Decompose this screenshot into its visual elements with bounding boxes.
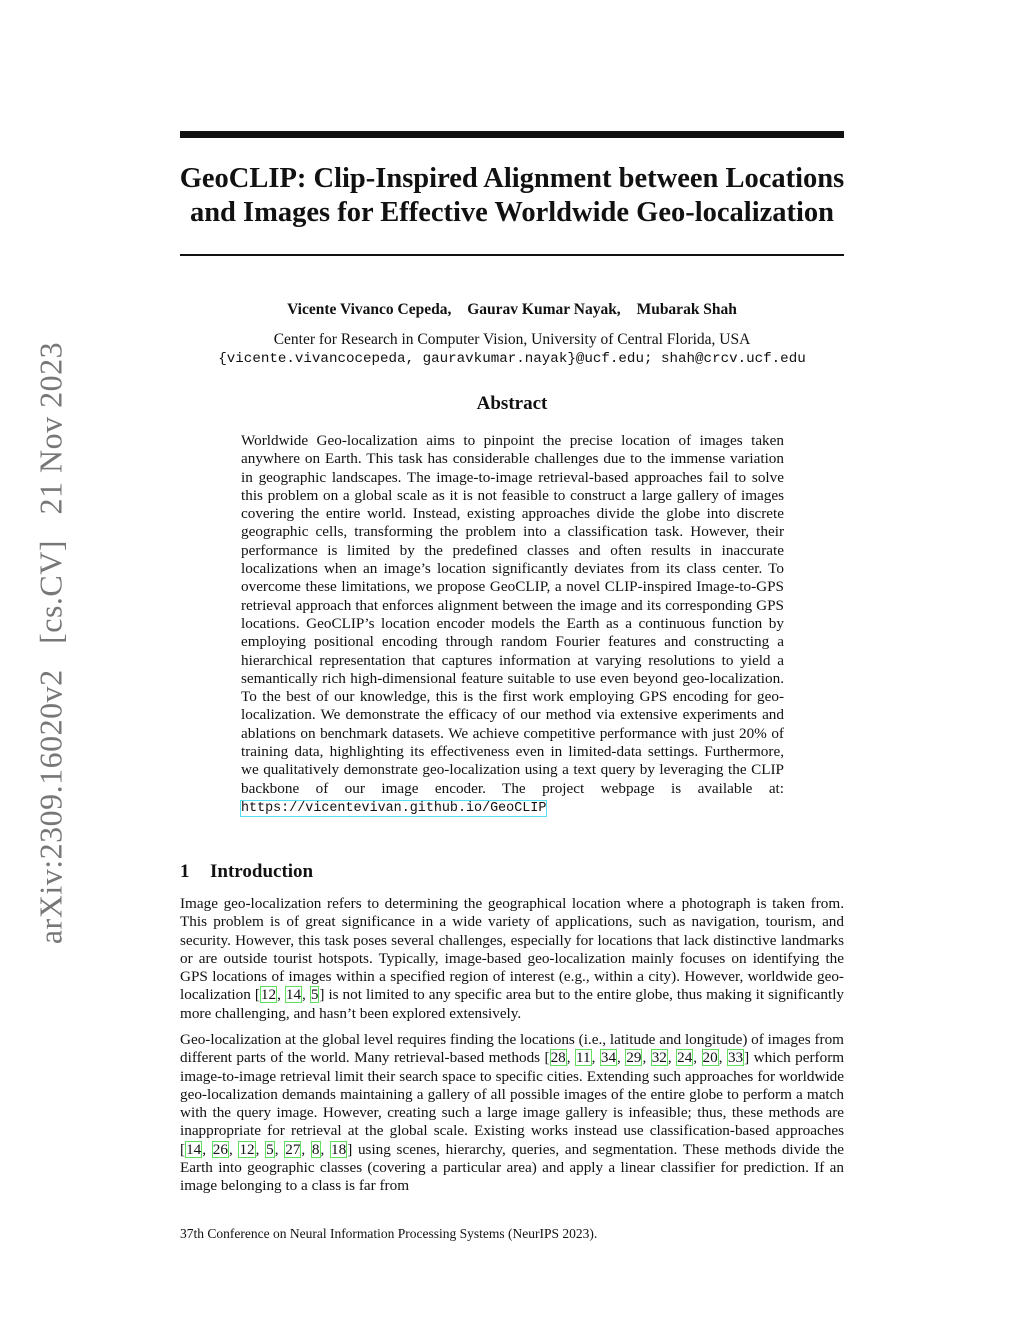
section-heading-introduction bbox=[180, 860, 313, 884]
intro-p2-text-c: ] using scenes, hierarchy, queries, and segmentation. These methods divide the Earth into geographic classes (covering a particular area) and apply a linear classifier for prediction. If an image belonging to a class is far from bbox=[180, 1140, 845, 1195]
citation-link[interactable]: 24 bbox=[677, 1049, 693, 1067]
title-line-2: and Images for Effective Worldwide Geo-localization bbox=[189, 197, 835, 228]
citation-link[interactable]: 14 bbox=[186, 1140, 202, 1158]
arxiv-category: [cs.CV] bbox=[32, 539, 69, 644]
section-number: 1 bbox=[180, 861, 190, 882]
title-line-1: GeoCLIP: Clip-Inspired Alignment between Locations bbox=[179, 163, 845, 194]
citation-link[interactable]: 5 bbox=[310, 986, 319, 1004]
citation-link[interactable]: 32 bbox=[651, 1049, 667, 1067]
intro-paragraph-2: Geo-localization at the global level requires finding the locations (i.e., latitude and longitude) of images from different parts of the world. Many retrieval-based methods [28, 11, 34, 29, 32, 24, 20, 33] which perform image-to-image retrieval limit their search space to specific cities. Extending such approaches for worldwide geo-localization demands maintaining a gallery of all possible images of the entire globe to perform a match with the query image. However, creating such a large image gallery is infeasible; thus, these methods are inappropriate for retrieval at the global scale. Existing works instead use classification-based approaches [14, 26, 12, 5, 27, 8, 18] using scenes, hierarchy, queries, and segmentation. These methods divide the Earth into geographic classes (covering a particular area) and apply a linear classifier for prediction. If an image belonging to a class is far from bbox=[180, 1031, 845, 1195]
citation-link[interactable]: 12 bbox=[260, 986, 277, 1004]
arxiv-id: arXiv:2309.16020v2 bbox=[32, 669, 69, 945]
paper-title bbox=[160, 162, 864, 230]
arxiv-stamp bbox=[33, 342, 70, 944]
citation-link[interactable]: 11 bbox=[575, 1049, 591, 1067]
author-2: Gaurav Kumar Nayak, bbox=[467, 301, 621, 318]
citation-link[interactable]: 29 bbox=[626, 1049, 642, 1067]
abstract-text: Worldwide Geo-localization aims to pinpoint the precise location of images taken anywhere on Earth. This task has considerable challenges due to the immense variation in geographic landscapes. The image-to-image retrieval-based approaches fail to solve this problem on a global scale as it is not feasible to construct a large gallery of images covering the entire world. Instead, existing approaches divide the globe into discrete geographic cells, transforming the problem into a classification task. However, their performance is limited by the predefined classes and often results in inaccurate localizations when an image’s location significantly deviates from its class center. To overcome these limitations, we propose GeoCLIP, a novel CLIP-inspired Image-to-GPS retrieval approach that enforces alignment between the image and its corresponding GPS locations. GeoCLIP’s location encoder models the Earth as a continuous function by employing positional encoding through random Fourier features and constructing a hierarchical representation that captures information at varying resolutions to yield a semantically rich high-dimensional feature suitable to use even beyond geo-localization. To the best of our knowledge, this is the first work employing GPS encoding for geo-localization. We demonstrate the efficacy of our method via extensive experiments and ablations on benchmark datasets. We achieve competitive performance with just 20% of training data, highlighting its effectiveness even in limited-data settings. Furthermore, we qualitatively demonstrate geo-localization using a text query by leveraging the CLIP backbone of our image encoder. The project webpage is available at: bbox=[241, 432, 784, 797]
citation-link[interactable]: 20 bbox=[702, 1049, 718, 1067]
citation-link[interactable]: 8 bbox=[311, 1140, 320, 1158]
section-title: Introduction bbox=[210, 861, 314, 882]
intro-p2-text-a: Geo-localization at the global level requires finding the locations (i.e., latitude and longitude) of images from different parts of the world. Many retrieval-based methods [ bbox=[180, 1031, 844, 1067]
citation-link[interactable]: 27 bbox=[285, 1140, 301, 1158]
citation-link[interactable]: 28 bbox=[550, 1049, 566, 1067]
citation-link[interactable]: 34 bbox=[600, 1049, 617, 1067]
affiliation: Center for Research in Computer Vision, University of Central Florida, USA bbox=[273, 331, 751, 348]
citation-link[interactable]: 33 bbox=[727, 1049, 744, 1067]
author-1: Vicente Vivanco Cepeda, bbox=[287, 301, 452, 318]
author-3: Mubarak Shah bbox=[636, 301, 737, 318]
author-list bbox=[180, 300, 844, 320]
citation-link[interactable]: 26 bbox=[212, 1140, 228, 1158]
conference-footnote: 37th Conference on Neural Information Processing Systems (NeurIPS 2023). bbox=[180, 1226, 598, 1241]
title-rule-bottom bbox=[180, 254, 844, 256]
intro-paragraph-1: Image geo-localization refers to determining the geographical location where a photograph is taken from. This problem is of great significance in a wide variety of applications, such as navigation, tourism, and security. However, this task poses several challenges, especially for locations that lack distinctive landmarks or are outside tourist hotspots. Typically, image-based geo-localization mainly focuses on identifying the GPS locations of images within a specified region of interest (e.g., within a city). However, worldwide geo-localization [12, 14, 5] is not limited to any specific area but to the entire globe, thus making it significantly more challenging, and hasn’t been explored extensively. bbox=[180, 895, 845, 1022]
citation-link[interactable]: 14 bbox=[285, 986, 302, 1004]
author-emails: {vicente.vivancocepeda, gauravkumar.nayak}@ucf.edu; shah@crcv.ucf.edu bbox=[218, 351, 806, 367]
abstract-body bbox=[241, 432, 784, 818]
abstract-heading: Abstract bbox=[476, 393, 548, 414]
project-webpage-link[interactable]: https://vicentevivan.github.io/GeoCLIP bbox=[241, 800, 547, 816]
intro-p2-text-b: ] which perform image-to-image retrieval limit their search space to specific cities. Extending such approaches for worldwide geo-localization demands maintaining a gallery of all possible images of the entire globe to perform a match with the query image. However, creating such a large image gallery is infeasible; thus, these methods are inappropriate for retrieval at the global scale. Existing works instead use classification-based approaches [ bbox=[180, 1049, 845, 1158]
arxiv-date: 21 Nov 2023 bbox=[32, 341, 69, 515]
citation-link[interactable]: 5 bbox=[266, 1140, 274, 1158]
citation-link[interactable]: 18 bbox=[331, 1140, 347, 1158]
citation-link[interactable]: 12 bbox=[239, 1140, 255, 1158]
title-rule-top bbox=[180, 131, 844, 138]
intro-p1-text-a: Image geo-localization refers to determining the geographical location where a photograph is taken from. This problem is of great significance in a wide variety of applications, such as navigation, tourism, and security. However, this task poses several challenges, especially for locations that lack distinctive landmarks or are outside tourist hotspots. Typically, image-based geo-localization mainly focuses on identifying the GPS locations of images within a specified region of interest (e.g., within a city). However, worldwide geo-localization [ bbox=[180, 895, 844, 1004]
intro-p1-text-b: ] is not limited to any specific area but to the entire globe, thus making it significantly more challenging, and hasn’t been explored extensively. bbox=[180, 986, 845, 1022]
